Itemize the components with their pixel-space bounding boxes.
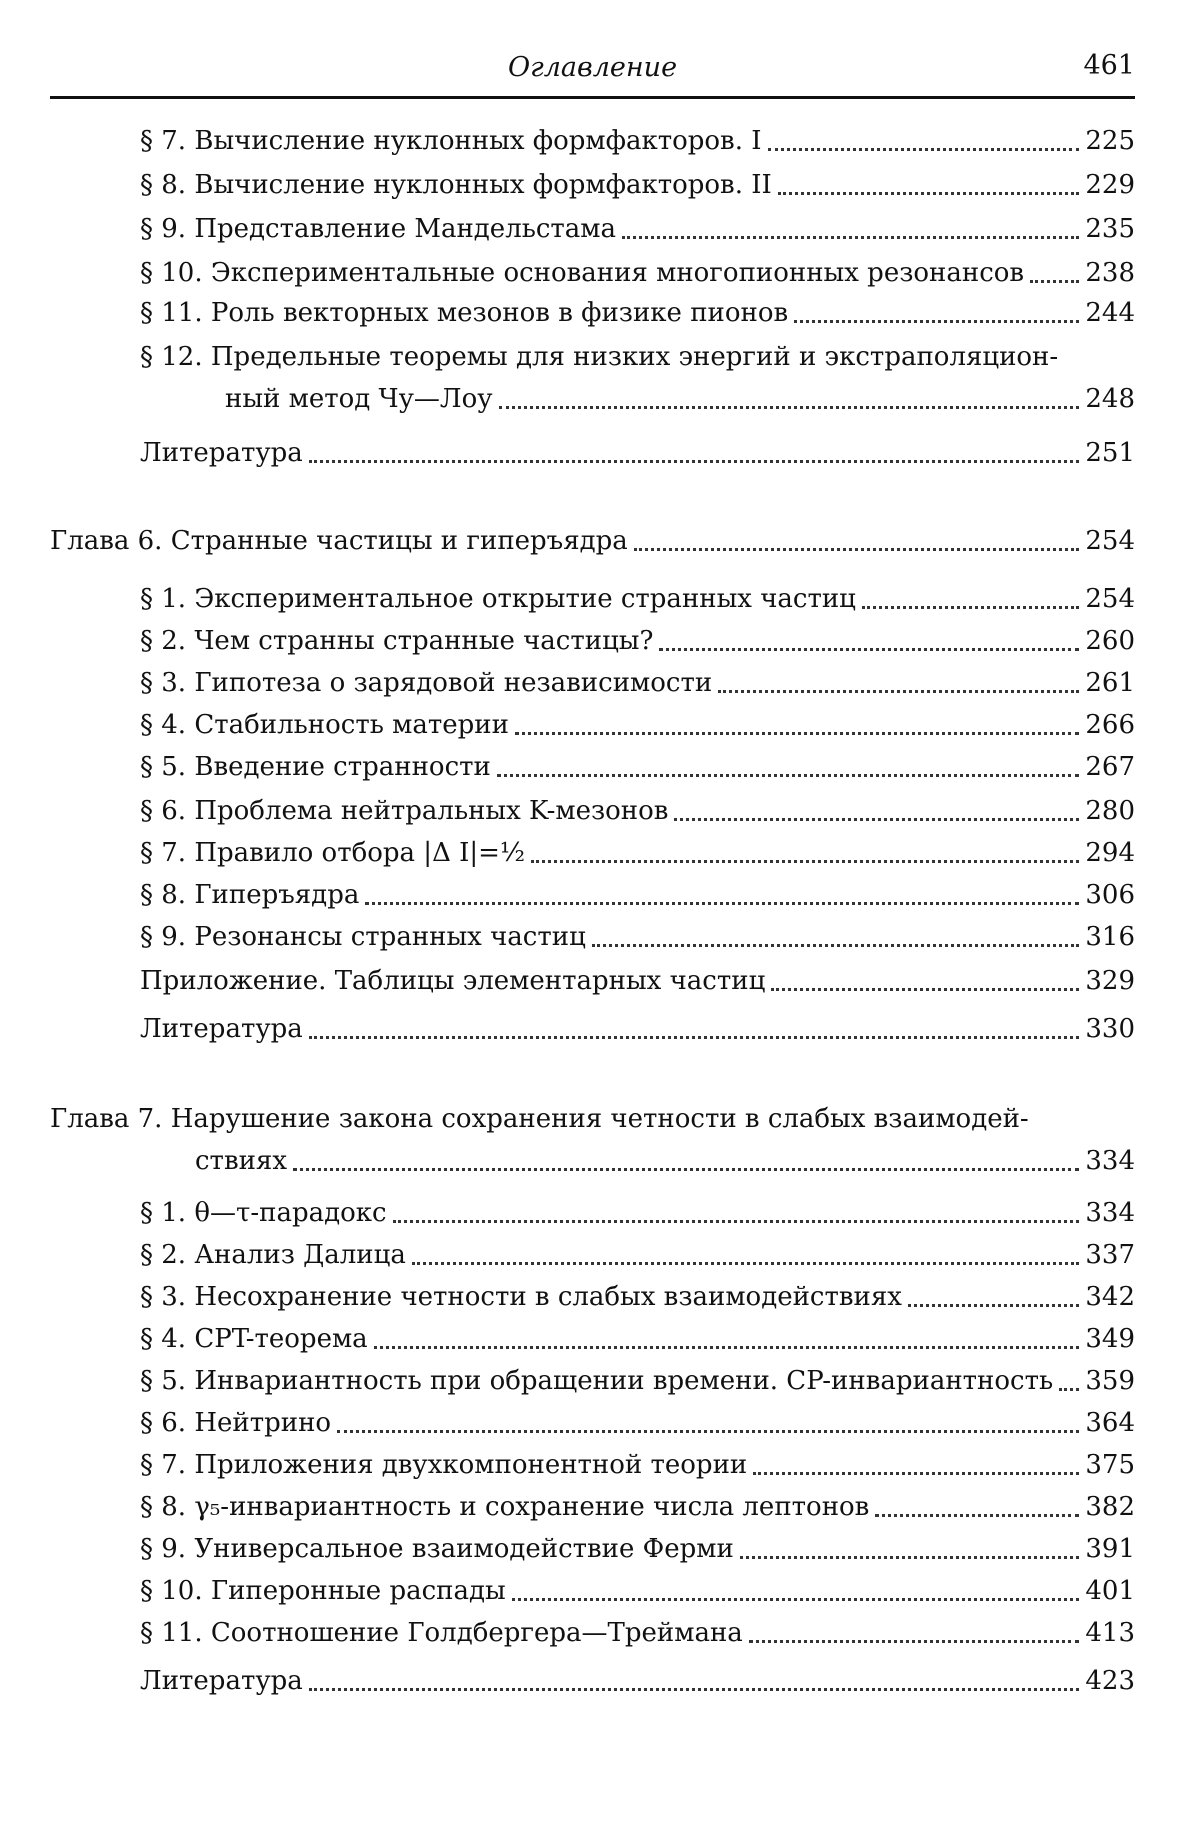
toc-entry-first-line: § 12. Предельные теоремы для низких энергий и экстраполяцион-: [140, 342, 1059, 372]
toc-entry-page: 334: [1085, 1198, 1135, 1228]
toc-entry-title: § 8. Вычисление нуклонных формфакторов. II: [140, 170, 772, 200]
toc-entry-page: 235: [1085, 214, 1135, 244]
toc-entry: [140, 794, 1135, 828]
toc-entry-page: 391: [1085, 1534, 1135, 1564]
dot-leader: [1059, 1388, 1079, 1391]
dot-leader: [740, 1556, 1080, 1559]
toc-entry-title: § 5. Инвариантность при обращении времени. CP-инвариантность: [140, 1366, 1054, 1396]
toc-entry: [50, 524, 1135, 558]
toc-entry: [140, 1574, 1135, 1608]
dot-leader: [768, 148, 1080, 151]
toc-entry-first-line: Глава 7. Нарушение закона сохранения четности в слабых взаимодей-: [50, 1104, 1029, 1134]
toc-entry-title: § 4. CPT-теорема: [140, 1324, 368, 1354]
toc-entry: [140, 964, 1135, 998]
toc-entry-page: 423: [1085, 1666, 1135, 1696]
toc-entry-page: 294: [1085, 838, 1135, 868]
dot-leader: [293, 1168, 1079, 1171]
toc-entry: [140, 920, 1135, 954]
toc-entry-title: § 11. Роль векторных мезонов в физике пионов: [140, 298, 789, 328]
toc-entry: [140, 836, 1135, 870]
toc-entry-title: § 5. Введение странности: [140, 752, 491, 782]
toc-entry: [140, 708, 1135, 742]
toc-entry-page: 382: [1085, 1492, 1135, 1522]
toc-entry-page: 254: [1085, 526, 1135, 556]
toc-entry-page: 267: [1085, 752, 1135, 782]
toc-entry: [140, 1448, 1135, 1482]
toc-entry-page: 342: [1085, 1282, 1135, 1312]
toc-entry: [195, 1144, 1135, 1178]
dot-leader: [592, 944, 1080, 947]
toc-entry-page: 261: [1085, 668, 1135, 698]
toc-entry-title: § 9. Универсальное взаимодействие Ферми: [140, 1534, 734, 1564]
dot-leader: [337, 1430, 1079, 1433]
toc-entry-title: § 3. Несохранение четности в слабых взаимодействиях: [140, 1282, 902, 1312]
running-header: [50, 48, 1135, 92]
toc-entry: [140, 878, 1135, 912]
toc-entry-title: Литература: [140, 1014, 303, 1044]
dot-leader: [718, 690, 1079, 693]
toc-entry: [140, 1532, 1135, 1566]
toc-entry: [140, 1280, 1135, 1314]
toc-entry-title: Приложение. Таблицы элементарных частиц: [140, 966, 766, 996]
toc-entry-page: 364: [1085, 1408, 1135, 1438]
toc-entry-page: 280: [1085, 796, 1135, 826]
toc-entry-page: 229: [1085, 170, 1135, 200]
header-title: Оглавление: [507, 52, 678, 83]
dot-leader: [531, 860, 1079, 863]
toc-entry-title: § 7. Правило отбора |Δ I|=½: [140, 838, 526, 868]
toc-entry-title: ствиях: [195, 1146, 287, 1176]
toc-entry-page: 248: [1085, 384, 1135, 414]
toc-entry: [140, 1322, 1135, 1356]
toc-entry-title: Литература: [140, 1666, 303, 1696]
toc-entry-page: 238: [1085, 258, 1135, 288]
toc-entry-title: § 1. θ—τ-парадокс: [140, 1198, 387, 1228]
toc-entry-title: § 2. Анализ Далица: [140, 1240, 406, 1270]
toc-entry-title: Глава 6. Странные частицы и гиперъядра: [50, 526, 628, 556]
toc-entry-page: 337: [1085, 1240, 1135, 1270]
toc-entry-title: § 8. Гиперъядра: [140, 880, 360, 910]
dot-leader: [393, 1220, 1080, 1223]
toc-entry: [140, 256, 1135, 290]
dot-leader: [512, 1598, 1080, 1601]
dot-leader: [309, 1688, 1080, 1691]
dot-leader: [497, 774, 1080, 777]
dot-leader: [365, 902, 1079, 905]
toc-entry-title: § 3. Гипотеза о зарядовой независимости: [140, 668, 713, 698]
toc-entry-page: 330: [1085, 1014, 1135, 1044]
toc-entry-page: 401: [1085, 1576, 1135, 1606]
toc-entry: [140, 1664, 1135, 1698]
page-number: 461: [1083, 50, 1135, 81]
toc-entry-title: § 10. Экспериментальные основания многопионных резонансов: [140, 258, 1025, 288]
toc-entry-title: § 4. Стабильность материи: [140, 710, 509, 740]
toc-entry-page: 359: [1085, 1366, 1135, 1396]
toc-entry-title: § 6. Нейтрино: [140, 1408, 332, 1438]
toc-entry-title: § 9. Резонансы странных частиц: [140, 922, 586, 952]
dot-leader: [749, 1640, 1080, 1643]
dot-leader: [771, 988, 1079, 991]
toc-entry: [140, 1616, 1135, 1650]
toc-entry: [140, 624, 1135, 658]
toc-entry-page: 251: [1085, 438, 1135, 468]
toc-entry-title: § 7. Приложения двухкомпонентной теории: [140, 1450, 748, 1480]
dot-leader: [908, 1304, 1079, 1307]
toc-entry: [140, 1406, 1135, 1440]
toc-entry-page: 375: [1085, 1450, 1135, 1480]
toc-entry: [140, 666, 1135, 700]
toc-entry-page: 349: [1085, 1324, 1135, 1354]
dot-leader: [374, 1346, 1080, 1349]
toc-entry-title: Литература: [140, 438, 303, 468]
dot-leader: [634, 548, 1080, 551]
dot-leader: [862, 606, 1079, 609]
toc-entry-page: 225: [1085, 126, 1135, 156]
toc-entry-title: § 6. Проблема нейтральных K-мезонов: [140, 796, 669, 826]
toc-entry-page: 266: [1085, 710, 1135, 740]
dot-leader: [674, 818, 1079, 821]
dot-leader: [499, 406, 1080, 409]
toc-entry-page: 260: [1085, 626, 1135, 656]
toc-entry-title: § 8. γ₅-инвариантность и сохранение числа лептонов: [140, 1492, 870, 1522]
toc-entry: [140, 168, 1135, 202]
header-rule: [50, 96, 1135, 99]
toc-entry: [140, 1196, 1135, 1230]
toc-entry: [140, 1012, 1135, 1046]
toc-entry-page: 254: [1085, 584, 1135, 614]
toc-entry: [140, 750, 1135, 784]
toc-entry-page: 413: [1085, 1618, 1135, 1648]
dot-leader: [622, 236, 1079, 239]
dot-leader: [309, 1036, 1080, 1039]
dot-leader: [875, 1514, 1079, 1517]
toc-entry-title: § 1. Экспериментальное открытие странных частиц: [140, 584, 856, 614]
toc-entry: [140, 212, 1135, 246]
toc-entry: [140, 1490, 1135, 1524]
dot-leader: [778, 192, 1080, 195]
toc-entry-title: § 9. Представление Мандельстама: [140, 214, 617, 244]
toc-entry-title: § 10. Гиперонные распады: [140, 1576, 506, 1606]
toc-entry: [140, 436, 1135, 470]
toc-entry-page: 316: [1085, 922, 1135, 952]
dot-leader: [515, 732, 1079, 735]
dot-leader: [309, 460, 1080, 463]
toc-entry-title: § 2. Чем странны странные частицы?: [140, 626, 654, 656]
toc-entry-page: 244: [1085, 298, 1135, 328]
toc-entry-title: § 7. Вычисление нуклонных формфакторов. I: [140, 126, 762, 156]
toc-entry-title: § 11. Соотношение Голдбергера—Треймана: [140, 1618, 743, 1648]
toc-entry: [140, 124, 1135, 158]
dot-leader: [659, 648, 1079, 651]
dot-leader: [794, 320, 1079, 323]
toc-entry: [140, 1364, 1135, 1398]
toc-entry: [140, 296, 1135, 330]
dot-leader: [1030, 280, 1079, 283]
toc-entry: [225, 382, 1135, 416]
toc-entry-title: ный метод Чу—Лоу: [225, 384, 493, 414]
dot-leader: [753, 1472, 1079, 1475]
toc-entry-page: 306: [1085, 880, 1135, 910]
dot-leader: [412, 1262, 1080, 1265]
toc-entry: [140, 582, 1135, 616]
toc-entry-page: 329: [1085, 966, 1135, 996]
toc-entry: [140, 1238, 1135, 1272]
toc-entry-page: 334: [1085, 1146, 1135, 1176]
